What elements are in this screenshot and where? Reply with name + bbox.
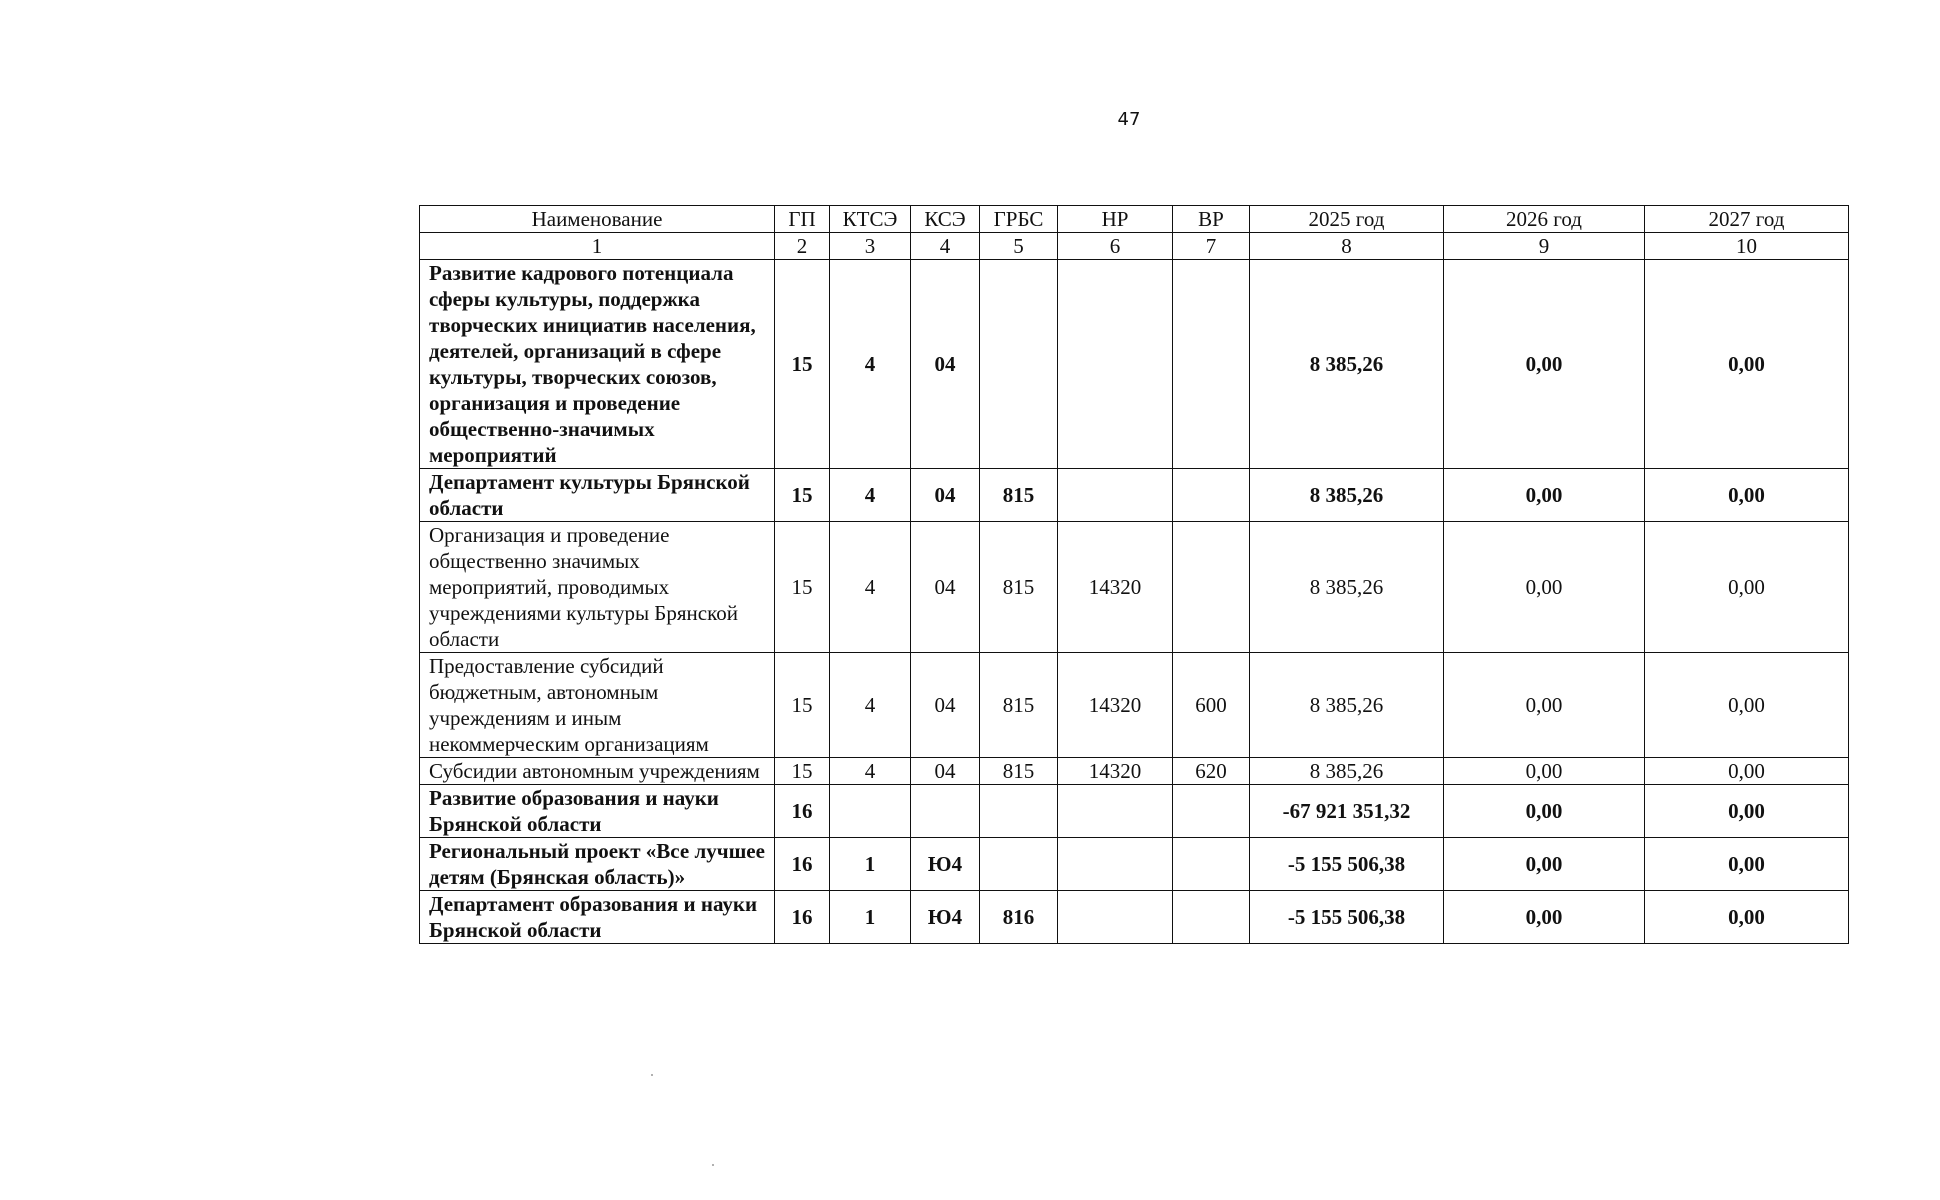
- page-number: 47: [1117, 109, 1141, 130]
- column-number-cell: 9: [1444, 233, 1645, 260]
- cell-ktse: 4: [830, 758, 911, 785]
- row-name-cell: Предоставление субсидий бюджетным, автономным учреждениям и иным некоммерческим организациям: [420, 653, 775, 758]
- cell-vr: 620: [1173, 758, 1250, 785]
- cell-kse: 04: [911, 758, 980, 785]
- column-number-cell: 4: [911, 233, 980, 260]
- cell-grbs: [980, 838, 1058, 891]
- cell-2027: 0,00: [1645, 758, 1849, 785]
- cell-grbs: [980, 260, 1058, 469]
- cell-2025: -5 155 506,38: [1250, 838, 1444, 891]
- cell-grbs: [980, 785, 1058, 838]
- cell-vr: [1173, 838, 1250, 891]
- cell-2027: 0,00: [1645, 891, 1849, 944]
- table-row: [420, 260, 1849, 469]
- table-header-row: [420, 206, 1849, 233]
- cell-gp: 15: [775, 758, 830, 785]
- header-cell: НР: [1058, 206, 1173, 233]
- cell-2025: 8 385,26: [1250, 469, 1444, 522]
- cell-nr: [1058, 785, 1173, 838]
- cell-gp: 15: [775, 653, 830, 758]
- header-cell: 2025 год: [1250, 206, 1444, 233]
- table-row: [420, 785, 1849, 838]
- cell-grbs: 815: [980, 469, 1058, 522]
- cell-grbs: 816: [980, 891, 1058, 944]
- cell-grbs: 815: [980, 522, 1058, 653]
- cell-vr: [1173, 785, 1250, 838]
- cell-2026: 0,00: [1444, 758, 1645, 785]
- cell-gp: 16: [775, 785, 830, 838]
- cell-grbs: 815: [980, 758, 1058, 785]
- cell-kse: 04: [911, 260, 980, 469]
- cell-gp: 16: [775, 891, 830, 944]
- cell-2025: 8 385,26: [1250, 522, 1444, 653]
- cell-2027: 0,00: [1645, 838, 1849, 891]
- column-number-cell: 7: [1173, 233, 1250, 260]
- cell-kse: 04: [911, 522, 980, 653]
- cell-ktse: 4: [830, 653, 911, 758]
- cell-nr: [1058, 469, 1173, 522]
- cell-ktse: 4: [830, 522, 911, 653]
- column-numbering-row: [420, 233, 1849, 260]
- cell-2027: 0,00: [1645, 522, 1849, 653]
- cell-nr: [1058, 260, 1173, 469]
- cell-2027: 0,00: [1645, 653, 1849, 758]
- column-number-cell: 8: [1250, 233, 1444, 260]
- cell-kse: 04: [911, 469, 980, 522]
- cell-ktse: 1: [830, 838, 911, 891]
- cell-2025: 8 385,26: [1250, 653, 1444, 758]
- cell-2026: 0,00: [1444, 469, 1645, 522]
- scan-speck: [712, 1164, 714, 1166]
- header-cell: КСЭ: [911, 206, 980, 233]
- cell-vr: 600: [1173, 653, 1250, 758]
- cell-2025: -5 155 506,38: [1250, 891, 1444, 944]
- column-number-cell: 2: [775, 233, 830, 260]
- table-row: [420, 522, 1849, 653]
- budget-table: [419, 205, 1849, 944]
- row-name-cell: Региональный проект «Все лучшее детям (Брянская область)»: [420, 838, 775, 891]
- cell-ktse: 4: [830, 469, 911, 522]
- cell-kse: 04: [911, 653, 980, 758]
- cell-2026: 0,00: [1444, 260, 1645, 469]
- table-row: [420, 469, 1849, 522]
- cell-2027: 0,00: [1645, 469, 1849, 522]
- cell-2026: 0,00: [1444, 785, 1645, 838]
- cell-2025: 8 385,26: [1250, 260, 1444, 469]
- row-name-cell: Развитие образования и науки Брянской области: [420, 785, 775, 838]
- cell-ktse: 1: [830, 891, 911, 944]
- cell-gp: 15: [775, 469, 830, 522]
- cell-grbs: 815: [980, 653, 1058, 758]
- cell-nr: 14320: [1058, 522, 1173, 653]
- header-cell: ГП: [775, 206, 830, 233]
- row-name-cell: Департамент образования и науки Брянской области: [420, 891, 775, 944]
- cell-nr: [1058, 838, 1173, 891]
- cell-2025: 8 385,26: [1250, 758, 1444, 785]
- cell-2026: 0,00: [1444, 891, 1645, 944]
- cell-ktse: [830, 785, 911, 838]
- column-number-cell: 5: [980, 233, 1058, 260]
- cell-vr: [1173, 469, 1250, 522]
- scan-speck: [651, 1074, 653, 1076]
- table-row: [420, 838, 1849, 891]
- cell-nr: 14320: [1058, 758, 1173, 785]
- header-cell: ГРБС: [980, 206, 1058, 233]
- header-cell: ВР: [1173, 206, 1250, 233]
- column-number-cell: 10: [1645, 233, 1849, 260]
- column-number-cell: 1: [420, 233, 775, 260]
- cell-2027: 0,00: [1645, 785, 1849, 838]
- cell-2025: -67 921 351,32: [1250, 785, 1444, 838]
- cell-2026: 0,00: [1444, 522, 1645, 653]
- cell-vr: [1173, 522, 1250, 653]
- cell-gp: 15: [775, 260, 830, 469]
- cell-kse: Ю4: [911, 891, 980, 944]
- table-row: [420, 891, 1849, 944]
- row-name-cell: Организация и проведение общественно значимых мероприятий, проводимых учреждениями культуры Брянской области: [420, 522, 775, 653]
- cell-nr: [1058, 891, 1173, 944]
- cell-gp: 15: [775, 522, 830, 653]
- table-body: [420, 206, 1849, 944]
- cell-kse: Ю4: [911, 838, 980, 891]
- table-row: [420, 653, 1849, 758]
- table-row: [420, 758, 1849, 785]
- cell-kse: [911, 785, 980, 838]
- cell-nr: 14320: [1058, 653, 1173, 758]
- cell-vr: [1173, 260, 1250, 469]
- cell-vr: [1173, 891, 1250, 944]
- column-number-cell: 6: [1058, 233, 1173, 260]
- cell-2026: 0,00: [1444, 838, 1645, 891]
- cell-2026: 0,00: [1444, 653, 1645, 758]
- row-name-cell: Департамент культуры Брянской области: [420, 469, 775, 522]
- row-name-cell: Развитие кадрового потенциала сферы культуры, поддержка творческих инициатив населения, деятелей, организаций в сфере культуры, творческих союзов, организация и проведение общественно-значимых мероприятий: [420, 260, 775, 469]
- header-cell: Наименование: [420, 206, 775, 233]
- column-number-cell: 3: [830, 233, 911, 260]
- cell-ktse: 4: [830, 260, 911, 469]
- header-cell: КТСЭ: [830, 206, 911, 233]
- cell-2027: 0,00: [1645, 260, 1849, 469]
- header-cell: 2026 год: [1444, 206, 1645, 233]
- row-name-cell: Субсидии автономным учреждениям: [420, 758, 775, 785]
- header-cell: 2027 год: [1645, 206, 1849, 233]
- cell-gp: 16: [775, 838, 830, 891]
